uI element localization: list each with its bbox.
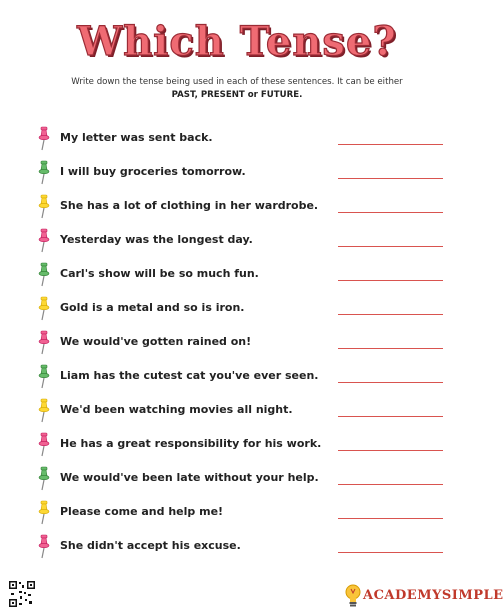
answer-line[interactable] (338, 348, 443, 349)
answer-line[interactable] (338, 382, 443, 383)
push-pin-icon (37, 295, 51, 321)
answer-line[interactable] (338, 246, 443, 247)
answer-line[interactable] (338, 212, 443, 213)
sentence-text: Please come and help me! (60, 505, 224, 518)
answer-line[interactable] (338, 450, 443, 451)
qr-code-icon (8, 580, 36, 608)
sentence-text: We would've gotten rained on! (60, 335, 252, 348)
push-pin-icon (37, 159, 51, 185)
sentence-text: We'd been watching movies all night. (60, 403, 293, 416)
lightbulb-icon (345, 583, 361, 609)
sentence-text: Liam has the cutest cat you've ever seen. (60, 369, 319, 382)
answer-line[interactable] (338, 416, 443, 417)
question-row (0, 326, 474, 360)
sentence-text: We would've been late without your help. (60, 471, 319, 484)
question-row (0, 496, 474, 530)
push-pin-icon (37, 533, 51, 559)
answer-line[interactable] (338, 484, 443, 485)
answer-line[interactable] (338, 178, 443, 179)
answer-line[interactable] (338, 552, 443, 553)
push-pin-icon (37, 431, 51, 457)
sentence-text: She has a lot of clothing in her wardrobe. (60, 199, 319, 212)
answer-line[interactable] (338, 314, 443, 315)
question-row (0, 530, 474, 564)
question-row (0, 122, 474, 156)
academysimple-logo (345, 582, 504, 610)
question-row (0, 224, 474, 258)
sentence-text: Yesterday was the longest day. (60, 233, 253, 246)
sentence-text: She didn't accept his excuse. (60, 539, 241, 552)
push-pin-icon (37, 499, 51, 525)
question-row (0, 258, 474, 292)
sentence-text: I will buy groceries tomorrow. (60, 165, 246, 178)
answer-line[interactable] (338, 518, 443, 519)
question-row (0, 394, 474, 428)
question-row (0, 292, 474, 326)
push-pin-icon (37, 329, 51, 355)
instructions (40, 76, 434, 102)
push-pin-icon (37, 125, 51, 151)
push-pin-icon (37, 363, 51, 389)
sentence-text: Carl's show will be so much fun. (60, 267, 259, 280)
push-pin-icon (37, 227, 51, 253)
question-row (0, 360, 474, 394)
question-row (0, 156, 474, 190)
sentence-text: My letter was sent back. (60, 131, 213, 144)
question-row (0, 428, 474, 462)
question-row (0, 190, 474, 224)
instructions-options: PAST, PRESENT or FUTURE. (171, 90, 303, 100)
push-pin-icon (37, 261, 51, 287)
push-pin-icon (37, 193, 51, 219)
sentence-text: He has a great responsibility for his work. (60, 437, 322, 450)
answer-line[interactable] (338, 144, 443, 145)
question-row (0, 462, 474, 496)
page-title: Which Tense? (77, 18, 397, 65)
push-pin-icon (37, 397, 51, 423)
sentence-text: Gold is a metal and so is iron. (60, 301, 245, 314)
answer-line[interactable] (338, 280, 443, 281)
instructions-text: Write down the tense being used in each of these sentences. It can be either (71, 77, 403, 87)
brand-name: ACADEMYSIMPLE (363, 588, 504, 603)
push-pin-icon (37, 465, 51, 491)
